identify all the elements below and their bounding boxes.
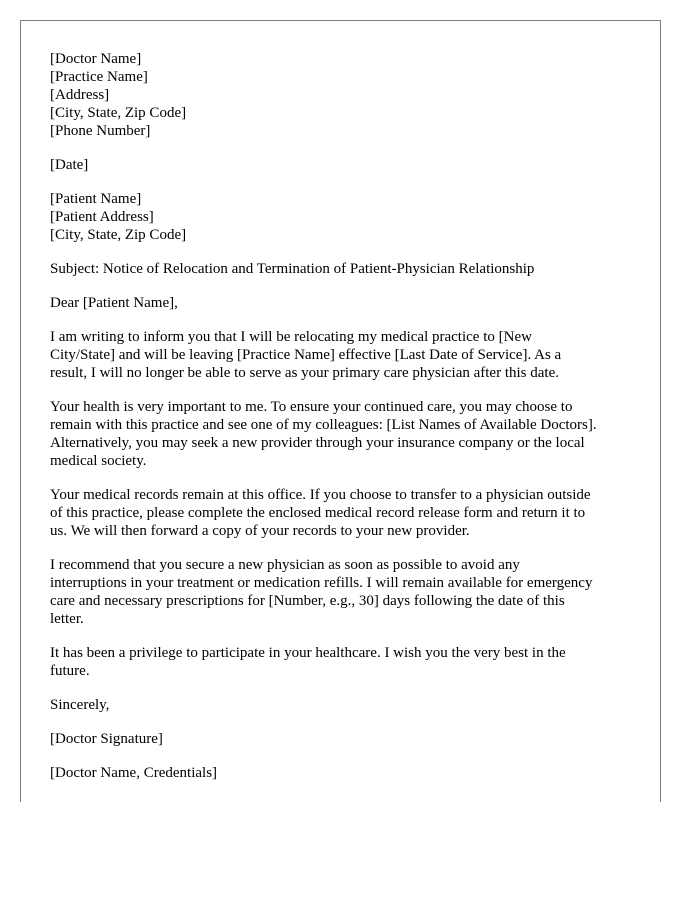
paragraph-line: interruptions in your treatment or medication refills. I will remain available for emergency <box>50 575 593 591</box>
sender-block <box>50 50 650 140</box>
signature-name <box>50 764 650 782</box>
recipient-patient-name: [Patient Name] <box>50 191 142 207</box>
paragraph-line: us. We will then forward a copy of your records to your new provider. <box>50 523 470 539</box>
body-paragraph-relocation <box>50 328 650 382</box>
paragraph-line: medical society. <box>50 453 147 469</box>
body-paragraph-continued-care <box>50 398 650 470</box>
letter-page <box>20 20 661 802</box>
recipient-city-state-zip: [City, State, Zip Code] <box>50 227 187 243</box>
signature-text: [Doctor Signature] <box>50 731 163 747</box>
signature-name-text: [Doctor Name, Credentials] <box>50 765 218 781</box>
salutation-text: Dear [Patient Name], <box>50 295 178 311</box>
paragraph-line: Alternatively, you may seek a new provider through your insurance company or the local <box>50 435 585 451</box>
salutation <box>50 294 650 312</box>
sender-city-state-zip: [City, State, Zip Code] <box>50 105 187 121</box>
subject-line <box>50 260 650 278</box>
sender-address: [Address] <box>50 87 110 103</box>
paragraph-line: care and necessary prescriptions for [Number, e.g., 30] days following the date of this <box>50 593 565 609</box>
closing-text: Sincerely, <box>50 697 110 713</box>
body-paragraph-recommendation <box>50 556 650 628</box>
letter-content <box>50 50 650 798</box>
paragraph-line: letter. <box>50 611 84 627</box>
sender-phone: [Phone Number] <box>50 123 151 139</box>
paragraph-line: of this practice, please complete the enclosed medical record release form and return it to <box>50 505 586 521</box>
body-paragraph-records <box>50 486 650 540</box>
paragraph-line: remain with this practice and see one of my colleagues: [List Names of Available Doctors]. <box>50 417 597 433</box>
letter-date <box>50 156 650 174</box>
paragraph-line: Your medical records remain at this office. If you choose to transfer to a physician outside <box>50 487 591 503</box>
paragraph-line: Your health is very important to me. To ensure your continued care, you may choose to <box>50 399 573 415</box>
paragraph-line: result, I will no longer be able to serve as your primary care physician after this date. <box>50 365 559 381</box>
paragraph-line: I recommend that you secure a new physician as soon as possible to avoid any <box>50 557 520 573</box>
paragraph-line: It has been a privilege to participate in your healthcare. I wish you the very best in the <box>50 645 566 661</box>
date-text: [Date] <box>50 157 89 173</box>
sender-practice-name: [Practice Name] <box>50 69 148 85</box>
recipient-patient-address: [Patient Address] <box>50 209 154 225</box>
sender-doctor-name: [Doctor Name] <box>50 51 142 67</box>
closing <box>50 696 650 714</box>
body-paragraph-farewell <box>50 644 650 680</box>
paragraph-line: future. <box>50 663 90 679</box>
signature <box>50 730 650 748</box>
paragraph-line: I am writing to inform you that I will be relocating my medical practice to [New <box>50 329 532 345</box>
recipient-block <box>50 190 650 244</box>
subject-text: Subject: Notice of Relocation and Termination of Patient-Physician Relationship <box>50 261 535 277</box>
paragraph-line: City/State] and will be leaving [Practice Name] effective [Last Date of Service]. As a <box>50 347 562 363</box>
